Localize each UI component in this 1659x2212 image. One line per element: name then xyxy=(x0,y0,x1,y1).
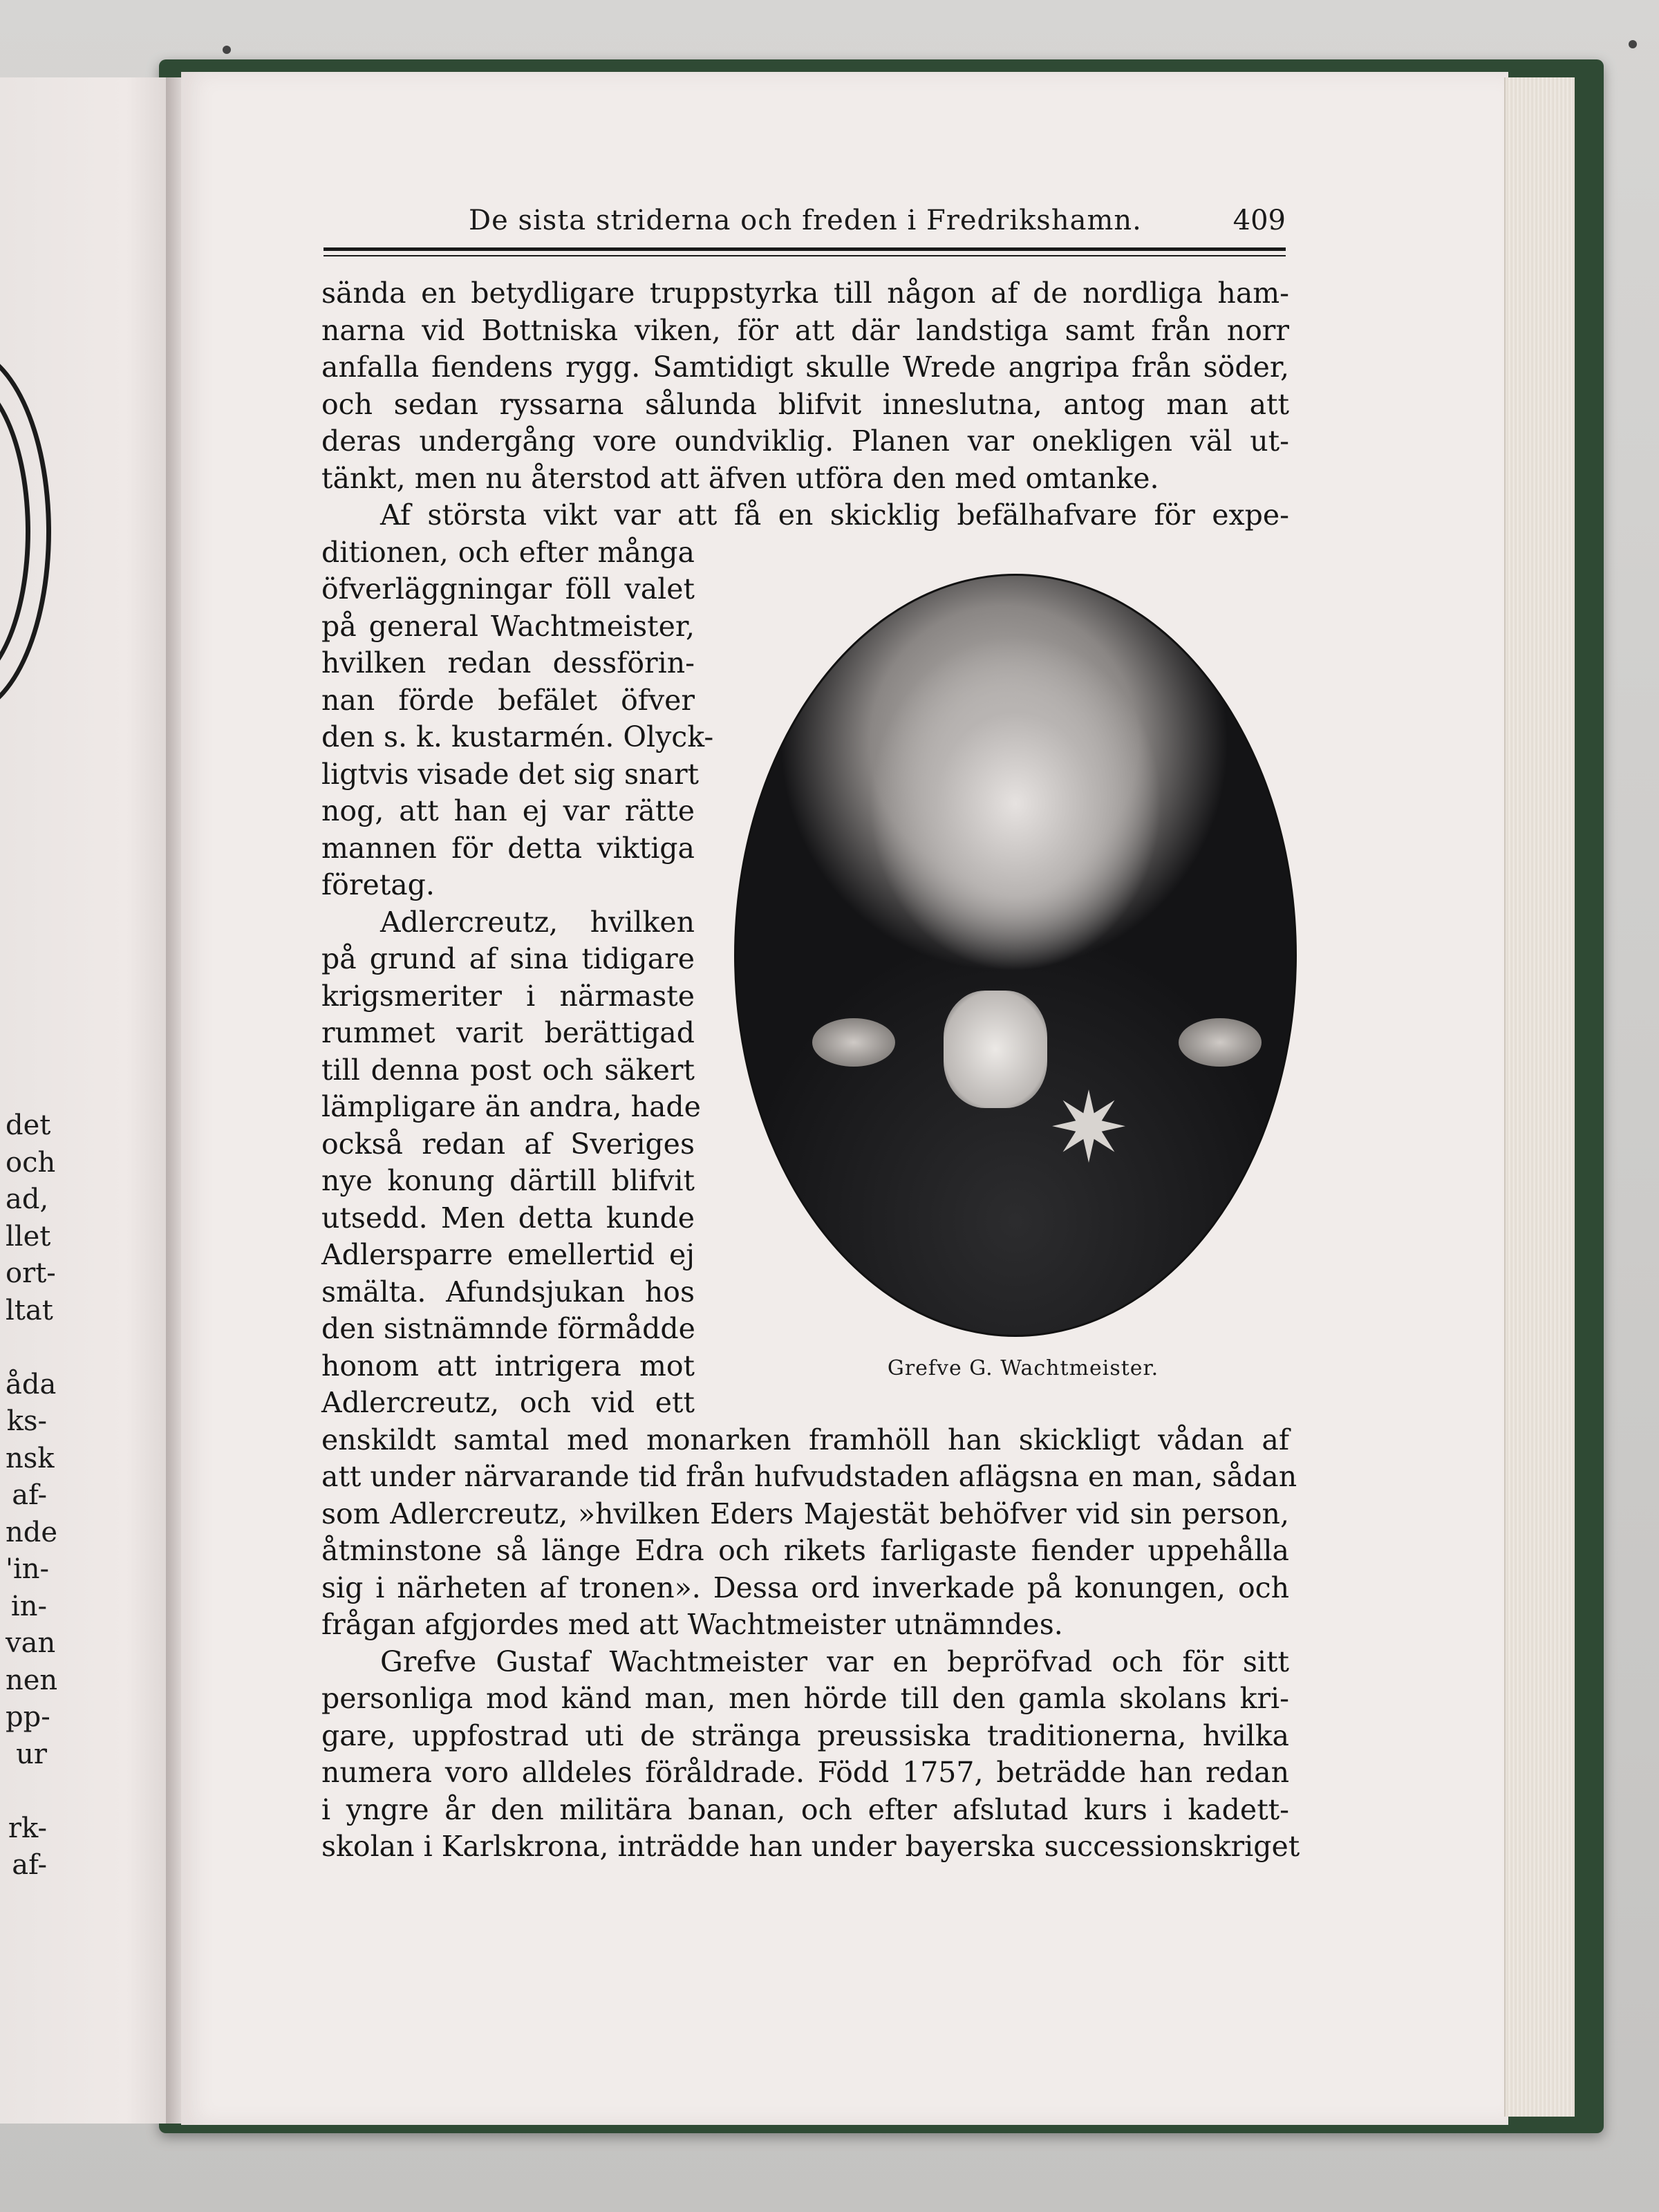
text-line: sig i närheten af tronen». Dessa ord inverkade på konungen, och xyxy=(321,1571,1289,1604)
order-star-icon: ✷ xyxy=(1048,1072,1130,1185)
text-line: öfverläggningar föll valet xyxy=(321,572,695,606)
text-line: Grefve Gustaf Wachtmeister var en bepröfvad och för sitt xyxy=(380,1644,1289,1678)
left-page-fragment: in- xyxy=(10,1590,47,1622)
text-line: Adlersparre emellertid ej xyxy=(321,1238,695,1271)
text-line: personliga mod känd man, men hörde till den gamla skolans kri- xyxy=(321,1682,1289,1715)
text-line: åtminstone så länge Edra och rikets farligaste fiender uppehålla xyxy=(321,1534,1289,1567)
text-line: smälta. Afundsjukan hos xyxy=(321,1275,695,1309)
epaulette xyxy=(1179,1018,1262,1067)
text-line: sända en betydligare truppstyrka till någon af de nordliga ham- xyxy=(321,276,1289,310)
left-page-fragment: nen xyxy=(6,1664,58,1696)
text-line: också redan af Sveriges xyxy=(321,1127,695,1161)
left-page-fragment: åda xyxy=(6,1368,57,1400)
left-page-fragment: pp- xyxy=(6,1701,50,1733)
text-line: företag. xyxy=(321,868,435,901)
left-page-fragment: rk- xyxy=(8,1812,47,1844)
text-line: rummet varit berättigad xyxy=(321,1016,695,1049)
left-page-fragment: och xyxy=(6,1146,56,1179)
running-header xyxy=(324,200,1286,249)
text-line: narna vid Bottniska viken, för att där landstiga samt från norr xyxy=(321,313,1289,347)
text-line: till denna post och säkert xyxy=(321,1053,695,1087)
cravat xyxy=(944,991,1047,1108)
text-line: lämpligare än andra, hade xyxy=(321,1090,701,1123)
left-page xyxy=(0,77,181,2124)
text-line: att under närvarande tid från hufvudstaden aflägsna en man, sådan xyxy=(321,1460,1297,1493)
text-line: frågan afgjordes med att Wachtmeister utnämndes. xyxy=(321,1608,1063,1641)
text-line: mannen för detta viktiga xyxy=(321,831,695,865)
text-line: gare, uppfostrad uti de stränga preussiska traditionerna, hvilka xyxy=(321,1718,1289,1752)
text-line: tänkt, men nu återstod att äfven utföra den med omtanke. xyxy=(321,461,1159,495)
text-line: den s. k. kustarmén. Olyck- xyxy=(321,720,714,753)
text-line: krigsmeriter i närmaste xyxy=(321,979,695,1013)
pin xyxy=(1629,40,1637,48)
text-line: i yngre år den militära banan, och efter afslutad kurs i kadett- xyxy=(321,1792,1289,1826)
text-line: ligtvis visade det sig snart xyxy=(321,757,700,791)
text-line: Adlercreutz, hvilken xyxy=(380,905,695,939)
left-page-fragment: af- xyxy=(12,1849,47,1881)
text-line: på general Wachtmeister, xyxy=(321,609,695,643)
left-page-fragment: nsk xyxy=(6,1442,55,1474)
left-page-fragment: nde xyxy=(6,1516,58,1548)
text-line: på grund af sina tidigare xyxy=(321,942,695,975)
left-page-fragment: 'in- xyxy=(6,1553,50,1585)
left-page-fragment: ur xyxy=(16,1738,47,1770)
text-line: nog, att han ej var rätte xyxy=(321,794,695,827)
text-line: Af största vikt var att få en skicklig befälhafvare för expe- xyxy=(380,498,1289,532)
portrait-wachtmeister xyxy=(734,574,1297,1337)
text-line: nye konung därtill blifvit xyxy=(321,1164,695,1197)
text-line: ditionen, och efter många xyxy=(321,535,695,569)
text-line: numera voro alldeles föråldrade. Född 1757, beträdde han redan xyxy=(321,1756,1289,1789)
text-line: utsedd. Men detta kunde xyxy=(321,1201,695,1235)
text-line: Adlercreutz, och vid ett xyxy=(321,1386,695,1419)
text-line: hvilken redan dessförin- xyxy=(321,646,695,679)
text-line: honom att intrigera mot xyxy=(321,1349,695,1382)
left-page-fragment: van xyxy=(6,1627,56,1659)
text-line: enskildt samtal med monarken framhöll han skickligt vådan af xyxy=(321,1423,1289,1456)
text-line: som Adlercreutz, »hvilken Eders Majestät behöfver vid sin person, xyxy=(321,1497,1289,1530)
left-page-fragment: llet xyxy=(6,1220,51,1253)
header-title: De sista striderna och freden i Fredrikshamn. xyxy=(469,205,1142,236)
page-number: 409 xyxy=(1232,205,1286,236)
left-page-fragment: af- xyxy=(12,1479,47,1511)
header-rule xyxy=(324,247,1286,251)
text-line: anfalla fiendens rygg. Samtidigt skulle Wrede angripa från söder, xyxy=(321,350,1289,384)
text-line: den sistnämnde förmådde xyxy=(321,1312,695,1345)
page-edges xyxy=(1504,77,1575,2117)
left-page-fragment: ltat xyxy=(6,1294,53,1327)
left-page-fragment: ad, xyxy=(6,1183,49,1215)
text-line: skolan i Karlskrona, inträdde han under bayerska successionskriget xyxy=(321,1830,1300,1863)
text-line: nan förde befälet öfver xyxy=(321,683,695,717)
portrait-caption: Grefve G. Wachtmeister. xyxy=(887,1356,1159,1380)
left-page-fragment: ort- xyxy=(6,1257,56,1289)
pin xyxy=(223,46,231,54)
text-line: deras undergång vore oundviklig. Planen var onekligen väl ut- xyxy=(321,424,1289,458)
left-page-fragment: ks- xyxy=(6,1405,47,1437)
header-rule-thin xyxy=(324,255,1286,256)
left-page-fragment: det xyxy=(6,1109,51,1141)
text-line: och sedan ryssarna sålunda blifvit inneslutna, antog man att xyxy=(321,387,1289,421)
epaulette xyxy=(812,1018,895,1067)
